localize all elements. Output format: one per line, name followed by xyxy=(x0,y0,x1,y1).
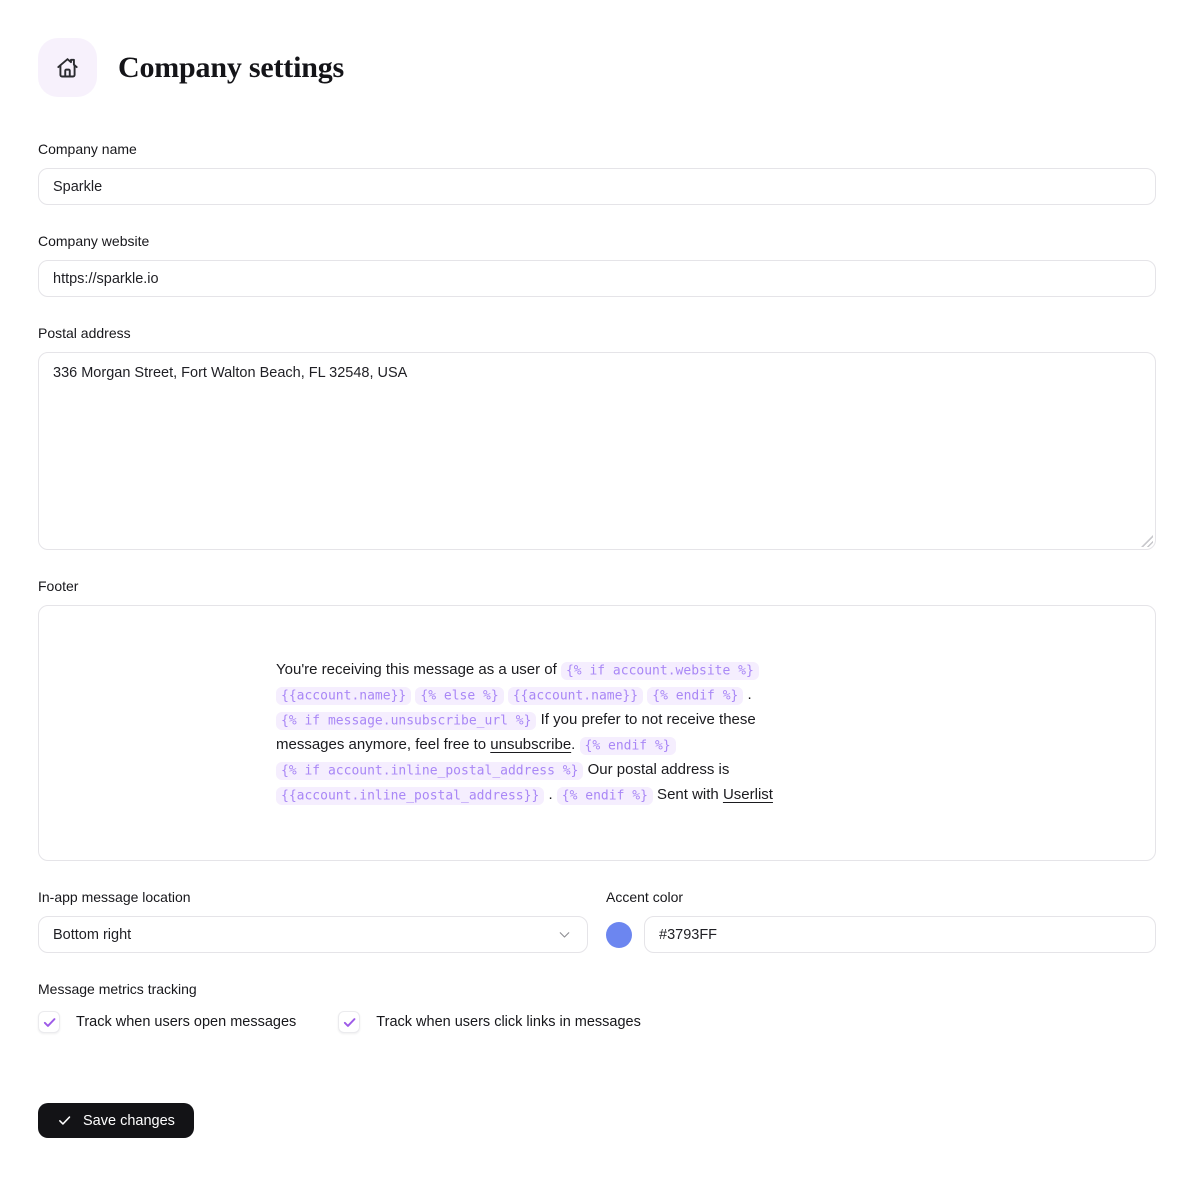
postal-address-textarea[interactable] xyxy=(38,352,1156,550)
footer-text: . xyxy=(743,686,752,703)
page-header xyxy=(38,38,1156,97)
track-opens-checkbox[interactable] xyxy=(38,1011,60,1033)
accent-color-label: Accent color xyxy=(606,889,684,905)
footer-text: . xyxy=(571,736,580,753)
page-title: Company settings xyxy=(118,50,344,84)
footer-link[interactable]: unsubscribe xyxy=(490,736,572,753)
accent-color-group xyxy=(606,889,1156,953)
company-name-input[interactable] xyxy=(38,168,1156,205)
template-tag: {% endif %} xyxy=(580,737,676,755)
footer-text: . xyxy=(544,786,557,803)
footer-text: Sent with xyxy=(652,786,723,803)
footer-text: If you prefer to not receive these xyxy=(536,711,756,728)
template-tag: {% if account.website %} xyxy=(561,662,759,680)
company-name-label: Company name xyxy=(38,141,137,157)
footer-link[interactable]: Userlist xyxy=(722,786,773,803)
track-opens-label: Track when users open messages xyxy=(76,1014,297,1030)
location-accent-row xyxy=(38,889,1156,953)
footer-text: Our postal address is xyxy=(583,761,730,778)
footer-label: Footer xyxy=(38,578,79,594)
tracking-label: Message metrics tracking xyxy=(38,981,197,997)
track-clicks-label: Track when users click links in messages xyxy=(376,1014,641,1030)
in-app-location-value: Bottom right xyxy=(53,926,132,943)
footer-editor[interactable] xyxy=(38,605,1156,861)
home-icon-tile xyxy=(38,38,97,97)
accent-color-swatch[interactable] xyxy=(606,922,632,948)
template-tag: {% endif %} xyxy=(557,787,653,805)
save-changes-button[interactable] xyxy=(38,1103,194,1138)
check-icon xyxy=(42,1015,57,1030)
save-changes-label: Save changes xyxy=(83,1112,175,1129)
check-icon xyxy=(57,1113,72,1128)
check-icon xyxy=(342,1015,357,1030)
template-tag: {{account.inline_postal_address}} xyxy=(276,787,544,805)
company-website-group xyxy=(38,233,1156,297)
postal-address-textarea-wrap xyxy=(38,352,1156,550)
in-app-location-select[interactable] xyxy=(38,916,588,953)
in-app-location-label: In-app message location xyxy=(38,889,191,905)
company-website-label: Company website xyxy=(38,233,150,249)
footer-content xyxy=(276,658,918,808)
company-website-input[interactable] xyxy=(38,260,1156,297)
template-tag: {% else %} xyxy=(415,687,503,705)
postal-address-label: Postal address xyxy=(38,325,131,341)
track-clicks-checkbox[interactable] xyxy=(338,1011,360,1033)
footer-group xyxy=(38,578,1156,861)
track-clicks-checkbox-item[interactable] xyxy=(338,1011,641,1033)
chevron-down-icon xyxy=(556,926,573,943)
template-tag: {% if message.unsubscribe_url %} xyxy=(276,712,536,730)
home-icon xyxy=(54,54,81,81)
accent-color-input[interactable] xyxy=(644,916,1156,953)
template-tag: {{account.name}} xyxy=(276,687,411,705)
track-opens-checkbox-item[interactable] xyxy=(38,1011,296,1033)
template-tag: {{account.name}} xyxy=(508,687,643,705)
tracking-options xyxy=(38,1011,1156,1033)
template-tag: {% endif %} xyxy=(647,687,743,705)
in-app-location-group xyxy=(38,889,588,953)
postal-address-group xyxy=(38,325,1156,550)
footer-text: messages anymore, feel free to xyxy=(276,736,491,753)
template-tag: {% if account.inline_postal_address %} xyxy=(276,762,583,780)
accent-color-row xyxy=(606,916,1156,953)
footer-text: You're receiving this message as a user of xyxy=(276,661,561,678)
company-name-group xyxy=(38,141,1156,205)
tracking-group xyxy=(38,981,1156,1033)
